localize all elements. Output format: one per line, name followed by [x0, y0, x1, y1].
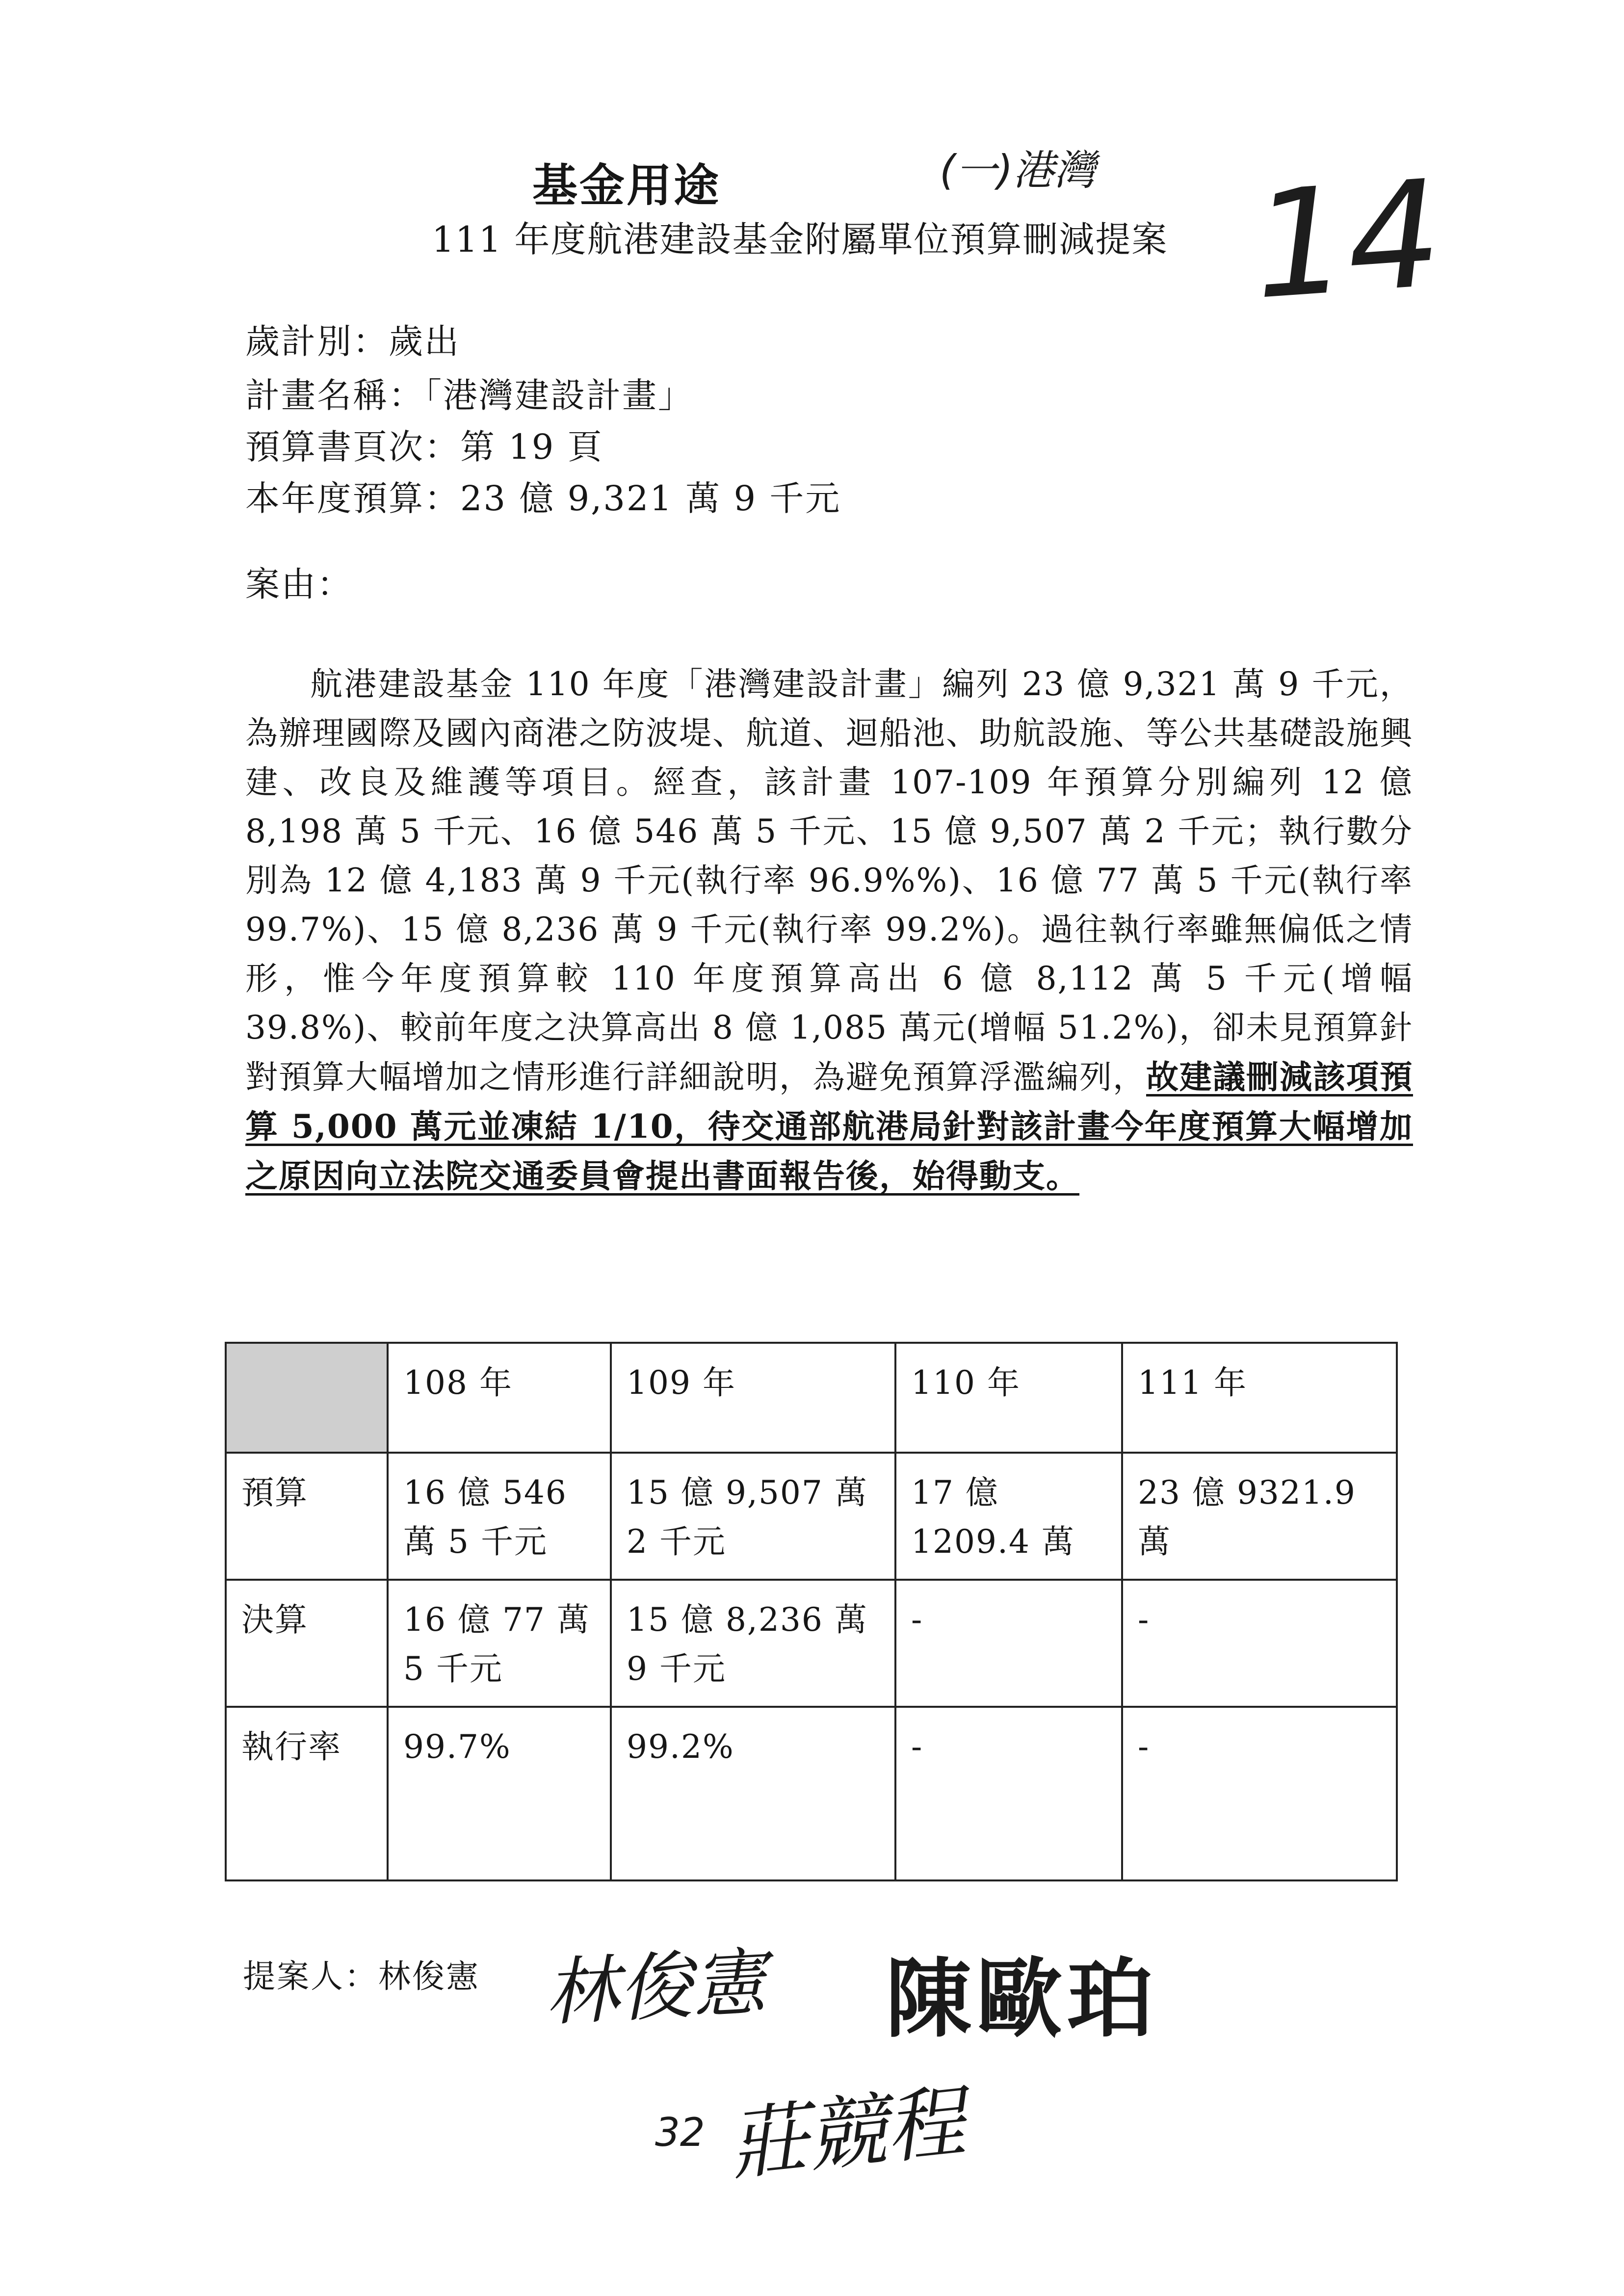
table-cell: 16 億 546 萬 5 千元 — [388, 1453, 611, 1580]
annual-budget: 本年度預算：23 億 9,321 萬 9 千元 — [245, 478, 841, 519]
budget-table — [225, 1342, 1398, 1881]
proposer-label: 提案人：林俊憲 — [243, 1957, 480, 1995]
row-label-final-accounts: 決算 — [226, 1580, 388, 1707]
proposal-recommendation: 故建議刪減該項預算 5,000 萬元並凍結 1/10，待交通部航港局針對該計畫今年度預算大幅增加之原因向立法院交通委員會提出書面報告後，始得動支。 — [245, 1058, 1413, 1195]
table-cell: 15 億 8,236 萬 9 千元 — [611, 1580, 895, 1707]
table-corner-cell — [226, 1343, 388, 1453]
document-title: 111 年度航港建設基金附屬單位預算刪減提案 — [432, 219, 1168, 260]
reason-label: 案由： — [245, 564, 353, 604]
handwritten-note: (一)港灣 — [940, 146, 1096, 194]
table-header-row — [226, 1343, 1397, 1453]
table-cell: - — [895, 1580, 1122, 1707]
table-row-budget — [226, 1453, 1397, 1580]
signature-index-number: 32 — [655, 2110, 705, 2155]
table-cell: 17 億 1209.4 萬 — [895, 1453, 1122, 1580]
table-cell: 15 億 9,507 萬 2 千元 — [611, 1453, 895, 1580]
table-header-111: 111 年 — [1122, 1343, 1397, 1453]
budget-category: 歲計別：歲出 — [245, 321, 460, 362]
proposal-body-text: 航港建設基金 110 年度「港灣建設計畫」編列 23 億 9,321 萬 9 千元，為辦理國際及國內商港之防波堤、航道、迴船池、助航設施、等公共基礎設施興建、改良及維護等項目。經查，該計畫 107-109 年預算分別編列 12 億 8,198 萬 5 千元、16 億 546 萬 5 千元、15 億 9,507 萬 2 千元；執行數分別為 12 億 4,183 萬 9 千元(執行率 96.9%%)、16 億 77 萬 5 千元(執行率 99.7%)、15 億 8,236 萬 9 千元(執行率 99.2%)。過往執行率雖無偏低之情形，惟今年度預算較 110 年度預算高出 6 億 8,112 萬 5 千元(增幅 39.8%)、較前年度之決算高出 8 億 1,085 萬元(增幅 51.2%)，卻未見預算針對預算大幅增加之情形進行詳細說明，為避免預算浮濫編列， — [245, 665, 1413, 1096]
table-row-final-accounts — [226, 1580, 1397, 1707]
table-cell: 99.2% — [611, 1707, 895, 1880]
table-header-108: 108 年 — [388, 1343, 611, 1453]
proposal-body — [245, 660, 1413, 1201]
row-label-execution-rate: 執行率 — [226, 1707, 388, 1880]
budget-page-ref: 預算書頁次：第 19 頁 — [245, 427, 603, 467]
table-row-execution-rate — [226, 1707, 1397, 1880]
table-cell: 23 億 9321.9 萬 — [1122, 1453, 1397, 1580]
table-cell: - — [1122, 1707, 1397, 1880]
table-cell: 16 億 77 萬 5 千元 — [388, 1580, 611, 1707]
table-cell: - — [1122, 1580, 1397, 1707]
table-cell: - — [895, 1707, 1122, 1880]
signature-1: 林俊憲 — [543, 1939, 768, 2036]
table-header-110: 110 年 — [895, 1343, 1122, 1453]
handwritten-page-number: 14 — [1248, 148, 1447, 332]
signature-2: 陳歐珀 — [886, 1950, 1158, 2049]
table-header-109: 109 年 — [611, 1343, 895, 1453]
plan-name: 計畫名稱：「港灣建設計畫」 — [245, 375, 694, 416]
row-label-budget: 預算 — [226, 1453, 388, 1580]
fund-usage-stamp: 基金用途 — [532, 159, 721, 212]
table-cell: 99.7% — [388, 1707, 611, 1880]
signature-3: 莊競程 — [725, 2075, 969, 2192]
